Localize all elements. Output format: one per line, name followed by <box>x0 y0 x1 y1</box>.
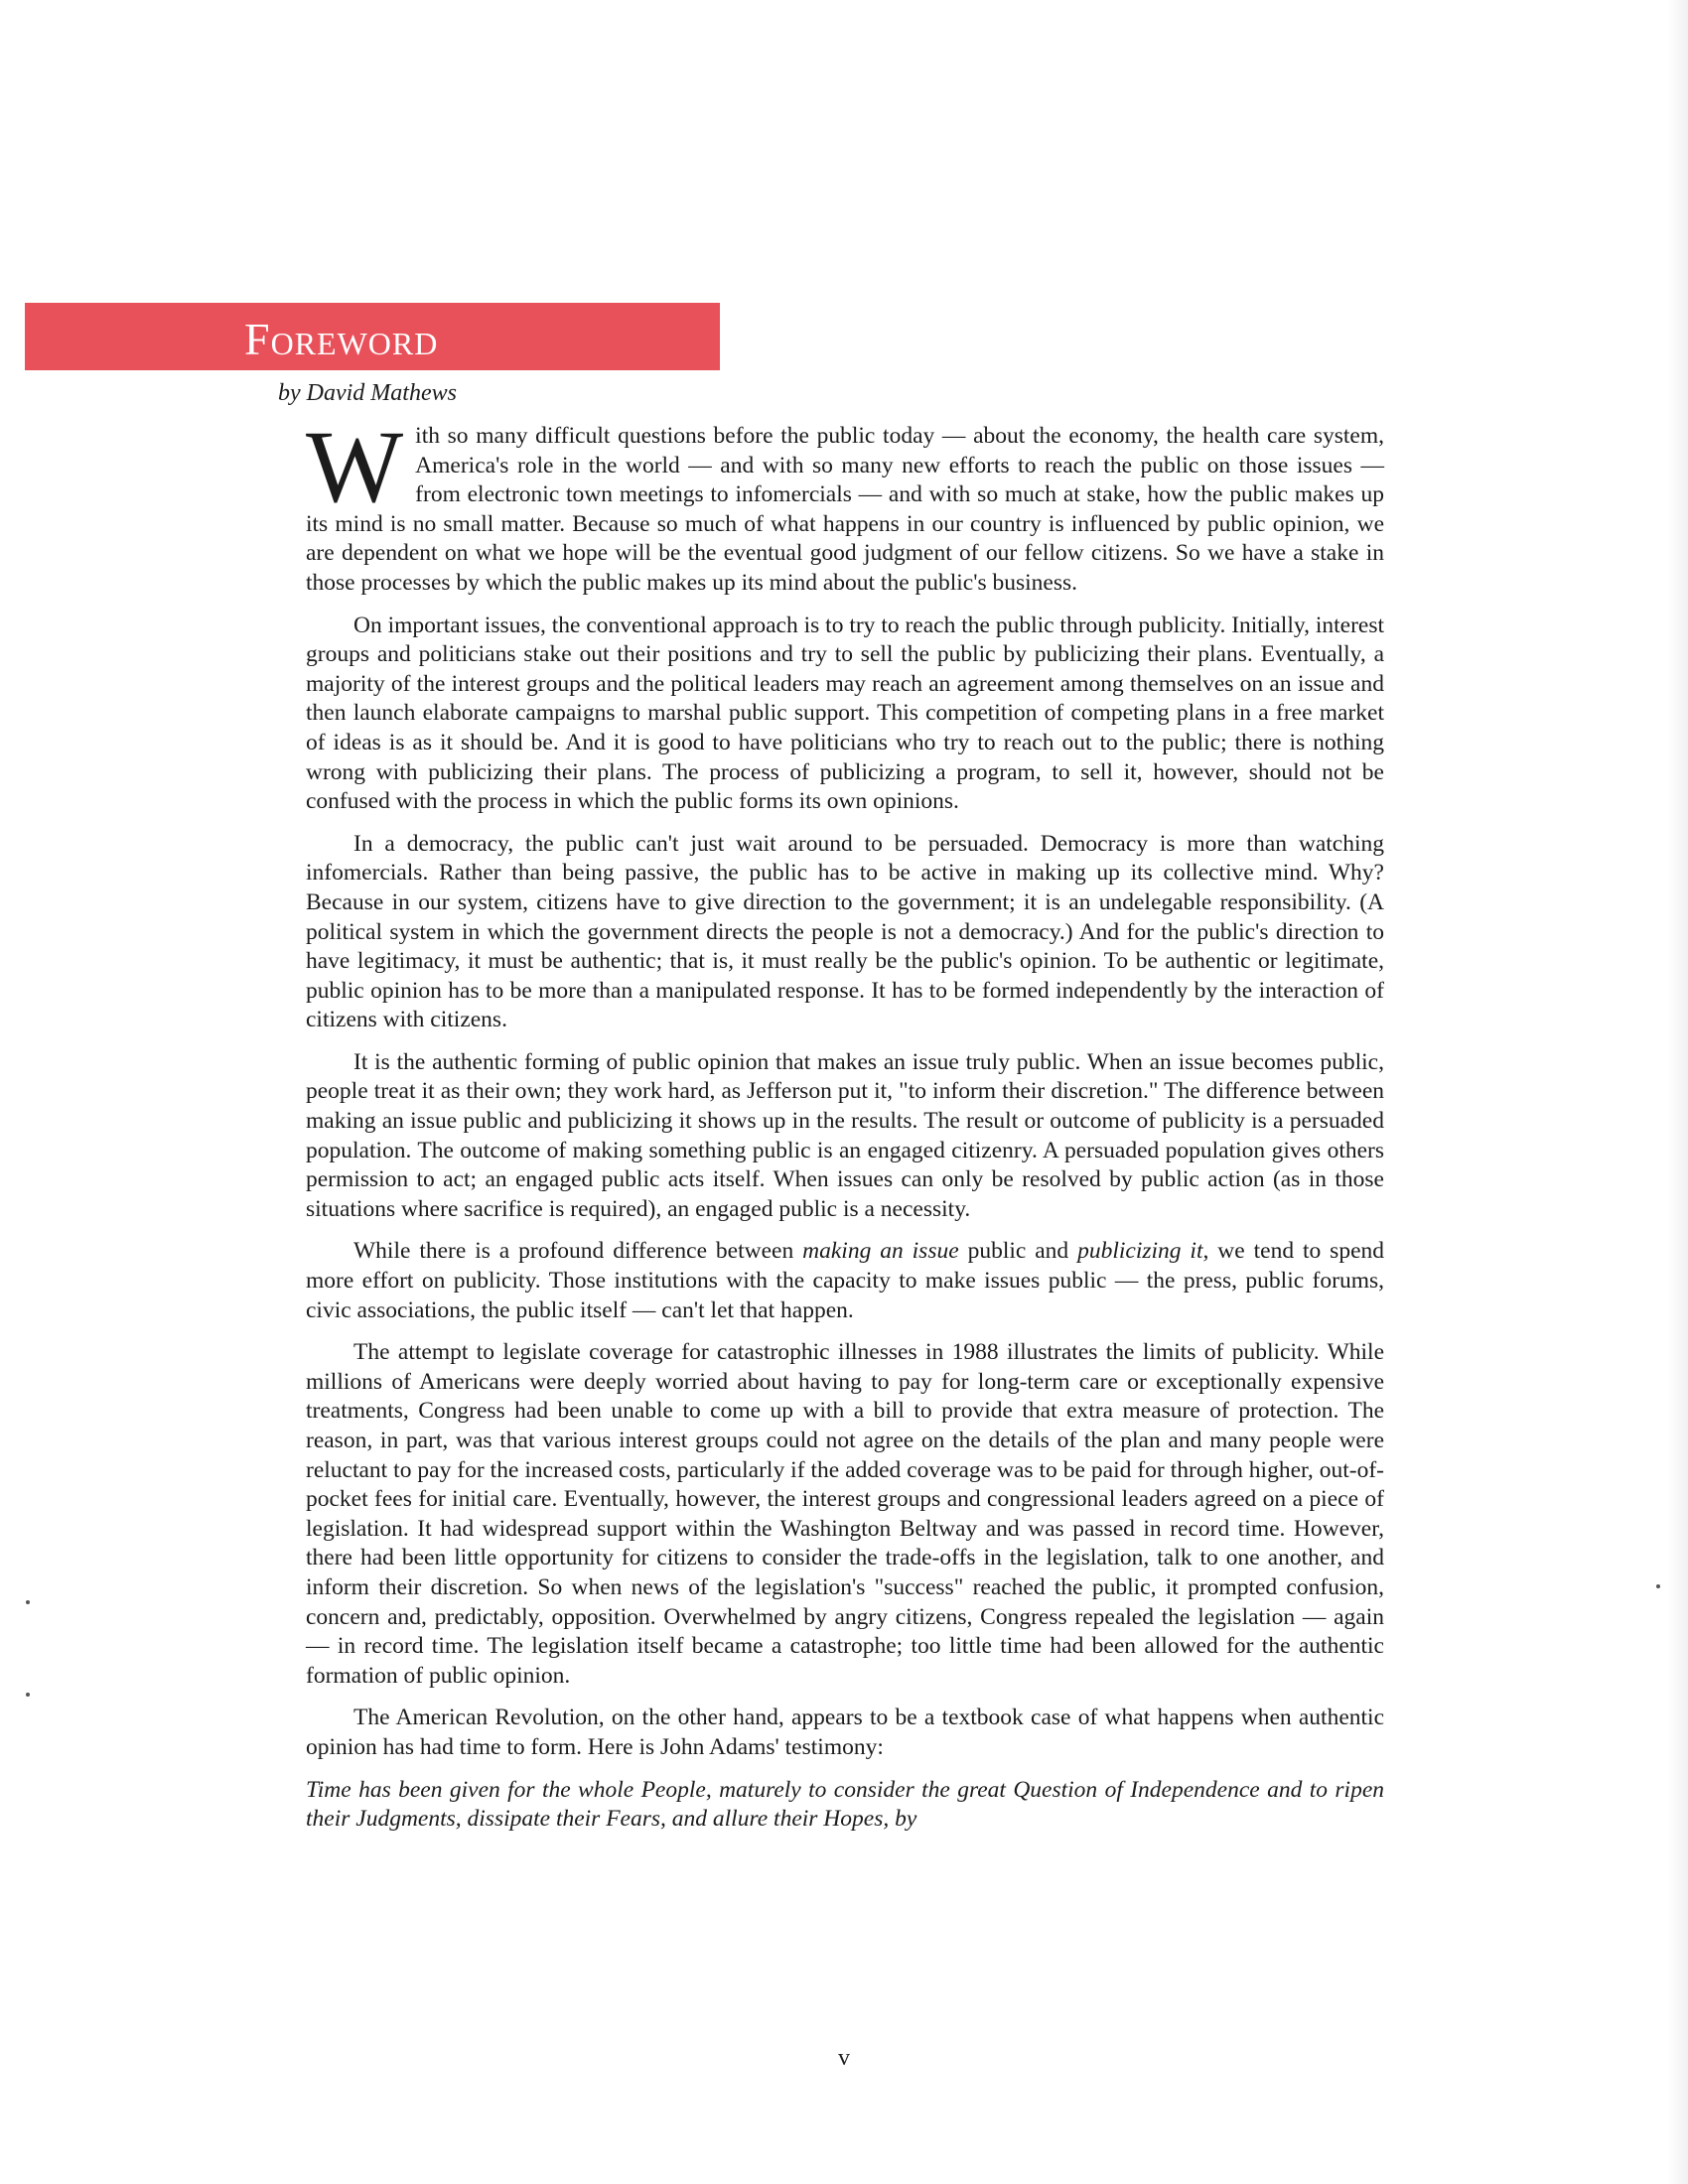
emphasis-publicizing-it: publicizing it <box>1077 1238 1203 1265</box>
emphasis-making-an-issue: making an issue <box>802 1238 959 1265</box>
paragraph-3: In a democracy, the public can't just wait around to be persuaded. Democracy is more than watching infomercials. Rather than being passive, the public has to be active in making up its collective mind. Why? Because in our system, citizens have to give direction to the government; it is an undelegable responsibility. (A political system in which the government directs the people is not a democracy.) And for the public's direction to have legitimacy, it must be authentic; that is, it must really be the public's opinion. To be authentic or legitimate, public opinion has to be more than a manipulated response. It has to be formed independently by the interaction of citizens with citizens. <box>306 830 1384 1033</box>
scan-speck <box>26 1600 30 1604</box>
scan-speck <box>26 1693 30 1697</box>
paragraph-5-text-b: public and <box>958 1238 1078 1265</box>
paragraph-5-text-a: While there is a profound difference between <box>353 1238 803 1265</box>
paragraph-2: On important issues, the conventional approach is to try to reach the public through publicity. Initially, interest groups and politicians stake out their positions and try to sell the public by publicizing their plans. Eventually, a majority of the interest groups and the political leaders may reach an agreement among themselves on an issue and then launch elaborate campaigns to marshal public support. This competition of competing plans in a free market of ideas is as it should be. And it is good to have politicians who try to reach out to the public; there is nothing wrong with publicizing their plans. The process of publicizing a program, to sell it, however, should not be confused with the process in which the public forms its own opinions. <box>306 612 1384 815</box>
scan-speck <box>1656 1584 1660 1588</box>
paragraph-5 <box>306 1237 1384 1325</box>
paragraph-7: The American Revolution, on the other hand, appears to be a textbook case of what happens when authentic opinion has had time to form. Here is John Adams' testimony: <box>306 1705 1384 1760</box>
byline: by David Mathews <box>278 380 457 406</box>
paragraph-4: It is the authentic forming of public opinion that makes an issue truly public. When an issue becomes public, people treat it as their own; they work hard, as Jefferson put it, "to inform their discretion." The difference between making an issue public and publicizing it shows up in the results. The result or outcome of publicity is a persuaded population. The outcome of making something public is an engaged citizenry. A persuaded population gives others permission to act; an engaged public acts itself. When issues can only be resolved by public action (as in those situations where sacrifice is required), an engaged public is a necessity. <box>306 1048 1384 1222</box>
paragraph-1-text: ith so many difficult questions before the public today — about the economy, the health care system, America's role in the world — and with so many new efforts to reach the public on those issues — from electronic town meetings to infomercials — and with so much at stake, how the public makes up its mind is no small matter. Because so much of what happens in our country is influenced by public opinion, we are dependent on what we hope will be the eventual good judgment of our fellow citizens. So we have a stake in those processes by which the public makes up its mind about the public's business. <box>306 423 1384 596</box>
paragraph-6: The attempt to legislate coverage for catastrophic illnesses in 1988 illustrates the limits of publicity. While millions of Americans were deeply worried about having to pay for long-term care or exceptionally expensive treatments, Congress had been unable to come up with a bill to provide that extra measure of protection. The reason, in part, was that various interest groups could not agree on the details of the plan and many people were reluctant to pay for the increased costs, particularly if the added coverage was to be paid for through higher, out-of-pocket fees for initial care. Eventually, however, the interest groups and congressional leaders agreed on a piece of legislation. It had widespread support within the Washington Beltway and was passed in record time. However, there had been little opportunity for citizens to consider the trade-offs in the legislation, talk to one another, and inform their discretion. So when news of the legislation's "success" reached the public, it prompted confusion, concern and, predictably, opposition. Overwhelmed by angry citizens, Congress repealed the legislation — again — in record time. The legislation itself became a catastrophe; too little time had been allowed for the authentic formation of public opinion. <box>306 1339 1384 1689</box>
paragraph-1 <box>306 410 1384 599</box>
page-edge-shadow <box>1668 0 1688 2184</box>
drop-cap: W <box>306 410 404 524</box>
foreword-body <box>306 410 1384 1847</box>
paragraph-5-text-c: , we tend to spend more effort on publicity. Those institutions with the capacity to make issues public — the press, public forums, civic associations, the public itself — can't let that happen. <box>306 1238 1384 1323</box>
page-title: Foreword <box>244 314 439 364</box>
block-quote: Time has been given for the whole People, maturely to consider the great Question of Independence and to ripen their Judgments, dissipate their Fears, and allure their Hopes, by <box>306 1776 1384 1833</box>
page-number: v <box>838 2045 850 2071</box>
